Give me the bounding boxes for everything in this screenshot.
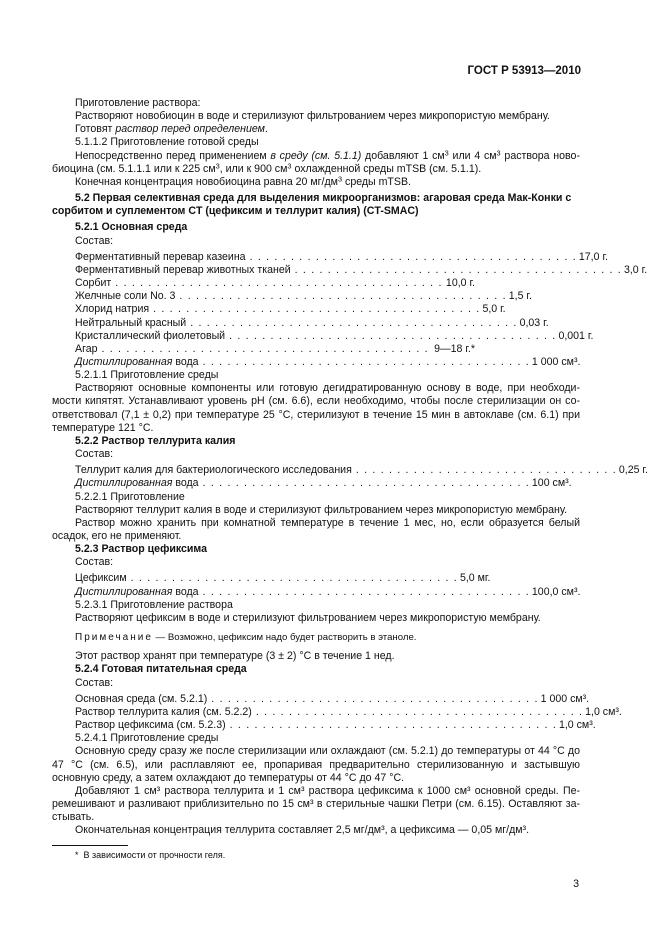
use-text-d: или 4 см — [448, 149, 497, 162]
composition-label: Состав: — [75, 234, 114, 247]
note-label: Примечание — [75, 632, 153, 644]
ingredient-row: Кристаллический фиолетовый . . . . . . . . . . . . . . . . . . . . . . . . . . . . . . . . . . . . . . . . 0,001 г. — [75, 329, 594, 342]
leader-dots: . . . . . . . . . . . . . . . . . . . . . . . . . . . . . . . . . . . . . . . . — [153, 303, 481, 316]
sup-3: 3 — [496, 148, 501, 158]
water-name: Дистиллированная вода — [75, 355, 199, 368]
leader-dots: . . . . . . . . . . . . . . . . . . . . . . . . . . . . . . . . . . . . . . . . — [229, 719, 557, 732]
subsection-5221-title: 5.2.2.1 Приготовление — [75, 490, 185, 503]
composition-label: Состав: — [75, 556, 114, 569]
subsection-5241-text2: Добавляют 1 см³ раствора теллурита и 1 см³ раствора цефиксима к 1000 см³ основной среды. Перемешивают и разливают приблизительно по 15 см³ в стерильные чашки Петри (см. 6.15). Оставляют застывать. — [52, 784, 580, 824]
subsection-5211-title: 5.2.1.1 Приготовление среды — [75, 369, 219, 382]
leader-dots: . . . . . . . . . . . . . . . . . . . . . . . . . . . . . . . . . . . . . . . . — [255, 705, 584, 718]
use-text-f: , или к 900 см — [219, 162, 288, 175]
ingredient-list — [52, 250, 648, 369]
ingredient-row: Цефиксим . . . . . . . . . . . . . . . . . . . . . . . . . . . . . . . . . . . . . . . . 5,0 мг. — [75, 572, 491, 585]
leader-dots: . . . . . . . . . . . . . . . . . . . . . . . . . . . . . . . . . . . . . . . . — [202, 585, 530, 598]
ingredient-row: Теллурит калия для бактериологического исследования . . . . . . . . . . . . . . . . . . . . . . . . . . . . . . . . 0,25 г. — [75, 464, 648, 477]
sup-3: 3 — [287, 161, 292, 171]
footnote-mark: * — [75, 850, 79, 861]
use-text-b: в среду (см. 5.1.1) — [270, 149, 362, 162]
water-name: Дистиллированная вода — [75, 477, 199, 490]
cefixime-list — [52, 572, 580, 598]
ingredient-row: Дистиллированная вода . . . . . . . . . . . . . . . . . . . . . . . . . . . . . . . . . . . . . . . . 100,0 см³. — [75, 585, 581, 598]
leader-dots: . . . . . . . . . . . . . . . . . . . . . . . . . . . . . . . . . . . . . . . . — [294, 263, 622, 276]
final-concentration — [52, 176, 580, 189]
leader-dots: . . . . . . . . . . . . . . . . . . . . . . . . . . . . . . . . . . . . . . . . — [130, 572, 458, 585]
final-text-a: Конечная концентрация новобиоцина равна 20 мг/дм — [75, 175, 338, 188]
storage-text: Этот раствор хранят при температуре (3 ± 2) °С в течение 1 нед. — [75, 650, 395, 663]
prep-ready-italic: раствор перед определением — [115, 123, 265, 136]
prep-ready — [52, 123, 580, 136]
ingredient-row: Раствор теллурита калия (см. 5.2.2) . . . . . . . . . . . . . . . . . . . . . . . . . . . . . . . . . . . . . . . . 1,0 см³. — [75, 705, 622, 718]
subsection-5221-text2: Раствор можно хранить при комнатной температуре в течение 1 мес, но, если образуется белый осадок, его не применяют. — [52, 516, 580, 542]
ingredient-row: Желчные соли No. 3 . . . . . . . . . . . . . . . . . . . . . . . . . . . . . . . . . . . . . . . . 1,5 г. — [75, 290, 532, 303]
use-text-c: добавляют 1 см — [361, 149, 445, 162]
section-52-title: 5.2 Первая селективная среда для выделения микроорганизмов: агаровая среда Мак-Конки с сорбитом и суплементом CT (цефиксим и теллурит калия) (CT-SMAC) — [52, 192, 572, 218]
standard-header: ГОСТ Р 53913—2010 — [467, 65, 581, 77]
ingredient-row: Основная среда (см. 5.2.1) . . . . . . . . . . . . . . . . . . . . . . . . . . . . . . . . . . . . . . . . 1 000 см³. — [75, 692, 590, 705]
subsection-5112-title: 5.1.1.2 Приготовление готовой среды — [75, 136, 259, 149]
footnote — [75, 849, 580, 862]
ingredient-row: Ферментативный перевар животных тканей . . . . . . . . . . . . . . . . . . . . . . . . . . . . . . . . . . . . . . . . 3,0 г. — [75, 263, 648, 276]
ingredient-row: Сорбит . . . . . . . . . . . . . . . . . . . . . . . . . . . . . . . . . . . . . . . . 10,0 г. — [75, 277, 475, 290]
leader-dots: . . . . . . . . . . . . . . . . . . . . . . . . . . . . . . . . — [355, 464, 617, 477]
subsection-5221-text1: Растворяют теллурит калия в воде и стерилизуют фильтрованием через микропористую мембрану. — [75, 503, 568, 516]
leader-dots: . . . . . . . . . . . . . . . . . . . . . . . . . . . . . . . . . . . . . . . . — [179, 290, 507, 303]
leader-dots: . . . . . . . . . . . . . . . . . . . . . . . . . . . . . . . . . . . . . . . . — [115, 277, 443, 290]
tellurite-list — [52, 464, 648, 490]
sup-3: 3 — [337, 174, 343, 184]
subsection-5241-text3: Окончательная концентрация теллурита составляет 2,5 мг/дм³, а цефиксима — 0,05 мг/дм³. — [75, 824, 530, 837]
leader-dots: . . . . . . . . . . . . . . . . . . . . . . . . . . . . . . . . . . . . . . . . — [190, 316, 518, 329]
leader-dots: . . . . . . . . . . . . . . . . . . . . . . . . . . . . . . . . . . . . . . . . — [229, 329, 557, 342]
footnote-text: В зависимости от прочности геля. — [83, 850, 226, 861]
subsection-522-title: 5.2.2 Раствор теллурита калия — [75, 434, 236, 447]
note-text: — Возможно, цефиксим надо будет растворить в этаноле. — [152, 632, 417, 644]
use-text-g: охлажденной среды mTSB (см. 5.1.1). — [291, 162, 482, 175]
ingredient-row: Агар . . . . . . . . . . . . . . . . . . . . . . . . . . . . . . . . . . . . . . . . 9—18 г.* — [75, 342, 475, 355]
subsection-5211-text: Растворяют основные компоненты или готовую дегидратированную основу в воде, при необходимости кипятят. Устанавливают уровень рН (см. 6.6), если необходимо, чтобы после стерилизации он соответствовал (7,1 ± 0,2) при температуре 25 °С, стерилизуют в течение 15 мин в автоклаве (см. 6.1) при температуре 121 °С. — [52, 382, 580, 434]
subsection-5241-title: 5.2.4.1 Приготовление среды — [75, 732, 219, 745]
sup-3: 3 — [215, 161, 220, 171]
ingredient-row: Дистиллированная вода . . . . . . . . . . . . . . . . . . . . . . . . . . . . . . . . . . . . . . . . 1 000 см³. — [75, 355, 581, 368]
leader-dots: . . . . . . . . . . . . . . . . . . . . . . . . . . . . . . . . . . . . . . . . — [101, 342, 429, 355]
subsection-5112-text — [52, 150, 580, 176]
subsection-5231-title: 5.2.3.1 Приготовление раствора — [75, 598, 233, 611]
ingredient-row: Хлорид натрия . . . . . . . . . . . . . . . . . . . . . . . . . . . . . . . . . . . . . . . . 5,0 г. — [75, 303, 506, 316]
page-content — [52, 97, 648, 863]
prep-text: Растворяют новобиоцин в воде и стерилизуют фильтрованием через микропористую мембрану. — [75, 110, 550, 123]
leader-dots: . . . . . . . . . . . . . . . . . . . . . . . . . . . . . . . . . . . . . . . . — [202, 355, 530, 368]
prep-ready-end: . — [264, 123, 268, 136]
leader-dots: . . . . . . . . . . . . . . . . . . . . . . . . . . . . . . . . . . . . . . . . — [249, 250, 577, 263]
ingredient-row: Дистиллированная вода . . . . . . . . . . . . . . . . . . . . . . . . . . . . . . . . . . . . . . . . 100 см³. — [75, 477, 572, 490]
sup-3: 3 — [444, 148, 449, 158]
subsection-5241-text1: Основную среду сразу же после стерилизации или охлаждают (см. 5.2.1) до температуры от 44 °С до 47 °С (см. 6.5), или расплавляют ее, пропаривая предварительно стерилизованную и застывшую основную среду, а затем охлаждают до температуры от 44 °С до 47 °С. — [52, 745, 580, 784]
subsection-521-title: 5.2.1 Основная среда — [75, 221, 188, 234]
leader-dots: . . . . . . . . . . . . . . . . . . . . . . . . . . . . . . . . . . . . . . . . — [211, 692, 539, 705]
final-medium-list — [52, 692, 622, 732]
use-text-e: раствора новобиоцина (см. 5.1.1.1 или к 225 см — [52, 149, 580, 175]
prep-ready-text: Готовят — [75, 123, 116, 136]
composition-label: Состав: — [75, 676, 114, 689]
water-name: Дистиллированная вода — [75, 585, 199, 598]
subsection-523-title: 5.2.3 Раствор цефиксима — [75, 543, 208, 556]
ingredient-row: Нейтральный красный . . . . . . . . . . . . . . . . . . . . . . . . . . . . . . . . . . . . . . . . 0,03 г. — [75, 316, 549, 329]
final-text-b: среды mTSB. — [342, 175, 411, 188]
leader-dots: . . . . . . . . . . . . . . . . . . . . . . . . . . . . . . . . . . . . . . . . — [202, 477, 530, 490]
use-text-a: Непосредственно перед применением — [75, 149, 271, 162]
prep-title: Приготовление раствора: — [75, 97, 201, 109]
composition-label: Состав: — [75, 448, 114, 461]
subsection-524-title: 5.2.4 Готовая питательная среда — [75, 663, 247, 676]
note — [52, 631, 580, 644]
ingredient-row: Ферментативный перевар казеина . . . . . . . . . . . . . . . . . . . . . . . . . . . . . . . . . . . . . . . . 17,0 г. — [75, 250, 608, 263]
footnote-divider — [52, 845, 128, 846]
subsection-5231-text: Растворяют цефиксим в воде и стерилизуют фильтрованием через микропористую мембрану. — [75, 611, 541, 624]
page-number: 3 — [573, 878, 579, 890]
ingredient-row: Раствор цефиксима (см. 5.2.3) . . . . . . . . . . . . . . . . . . . . . . . . . . . . . . . . . . . . . . . . 1,0 см³. — [75, 719, 596, 732]
